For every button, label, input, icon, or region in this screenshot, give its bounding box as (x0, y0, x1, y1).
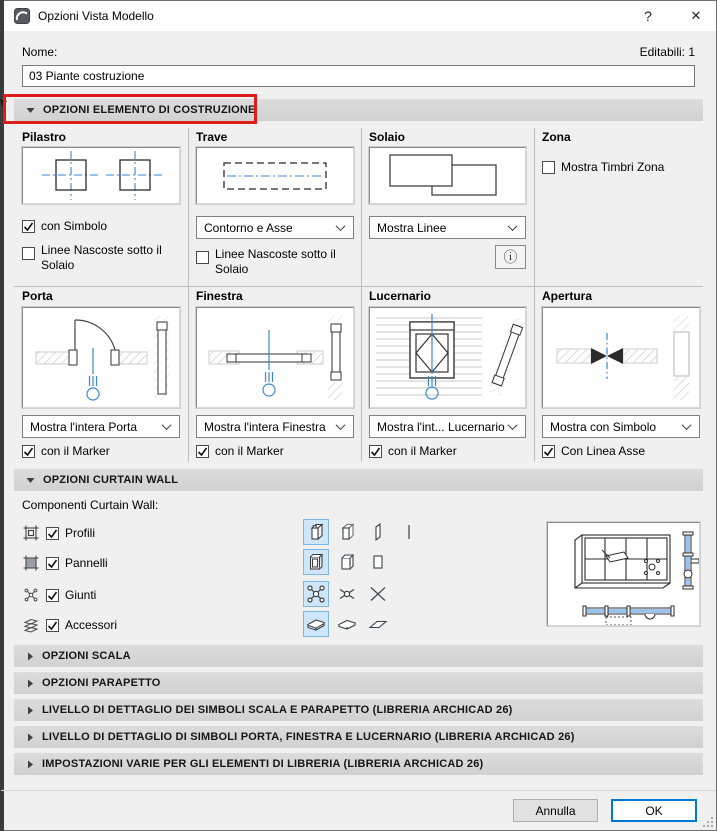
trave-preview (196, 147, 354, 204)
selected-value: Mostra l'intera Finestra (204, 419, 326, 434)
checkbox-label: Linee Nascoste sotto il Solaio (215, 247, 336, 276)
zona-title: Zona (542, 130, 571, 144)
porta-preview (22, 307, 180, 408)
divider (14, 286, 703, 287)
chevron-down-icon (682, 420, 692, 430)
zona-mostra-timbri-checkbox[interactable] (542, 160, 664, 175)
curtain-components-label: Componenti Curtain Wall: (22, 498, 159, 512)
profili-option-simple-icon[interactable] (334, 519, 360, 545)
profili-option-line-icon[interactable] (396, 519, 422, 545)
trave-display-select[interactable] (196, 216, 354, 239)
chevron-down-icon (508, 420, 518, 430)
lucernario-title: Lucernario (369, 289, 432, 303)
section-header-curtain-wall[interactable] (14, 469, 703, 491)
solaio-title: Solaio (369, 130, 406, 144)
checkbox-label: con il Marker (215, 444, 284, 458)
checkbox-label: Mostra Timbri Zona (561, 160, 665, 174)
porta-display-select[interactable] (22, 415, 180, 438)
help-button[interactable]: ? (644, 8, 652, 24)
solaio-preview (369, 147, 526, 204)
accessori-icon (22, 616, 40, 634)
resize-grip[interactable] (701, 815, 714, 828)
lucernario-marker-checkbox[interactable] (369, 444, 457, 459)
selected-value: Mostra Linee (377, 220, 447, 235)
chevron-down-icon (162, 420, 172, 430)
info-button[interactable] (495, 245, 526, 269)
checkbox-checked-icon (46, 619, 59, 632)
porta-marker-checkbox[interactable] (22, 444, 110, 459)
finestra-display-select[interactable] (196, 415, 354, 438)
checkbox-label: Profili (65, 526, 96, 540)
apertura-title: Apertura (542, 289, 593, 303)
cancel-button[interactable]: Annulla (513, 799, 598, 822)
checkbox-label: con il Marker (388, 444, 457, 458)
section-title: OPZIONI SCALA (42, 650, 131, 662)
section-header-opzioni-scala[interactable] (14, 645, 703, 667)
section-header-dettaglio-porta-finestra[interactable] (14, 726, 703, 748)
title-bar (1, 1, 716, 31)
chevron-down-icon (508, 221, 518, 231)
checkbox-unchecked-icon (22, 247, 35, 260)
checkbox-checked-icon (369, 445, 382, 458)
chevron-collapsed-icon (26, 679, 34, 688)
chevron-expanded-icon (26, 476, 35, 484)
lucernario-display-select[interactable] (369, 415, 526, 438)
profili-option-detailed-icon[interactable] (303, 519, 329, 545)
giunti-icon (22, 586, 40, 604)
section-header-impostazioni-libreria[interactable] (14, 753, 703, 775)
name-label: Nome: (22, 45, 58, 59)
profili-option-plane-icon[interactable] (365, 519, 391, 545)
pannelli-display-options (303, 549, 391, 575)
finestra-preview (196, 307, 354, 408)
curtain-wall-preview (547, 522, 700, 626)
divider (534, 128, 535, 462)
checkbox-label: Pannelli (65, 556, 108, 570)
section-title: OPZIONI PARAPETTO (42, 677, 161, 689)
pannelli-option-simple-icon[interactable] (334, 549, 360, 575)
chevron-collapsed-icon (26, 760, 34, 769)
checkbox-label: Giunti (65, 588, 97, 602)
ok-button[interactable]: OK (611, 799, 697, 822)
section-title: IMPOSTAZIONI VARIE PER GLI ELEMENTI DI LIBRERIA (LIBRERIA ARCHICAD 26) (42, 758, 484, 770)
checkbox-checked-icon (46, 589, 59, 602)
checkbox-checked-icon (542, 445, 555, 458)
pilastro-linee-nascoste-checkbox[interactable] (22, 243, 182, 273)
trave-linee-nascoste-checkbox[interactable] (196, 247, 356, 277)
checkbox-unchecked-icon (196, 251, 209, 264)
checkbox-checked-icon (22, 445, 35, 458)
giunti-display-options (303, 581, 391, 607)
finestra-marker-checkbox[interactable] (196, 444, 284, 459)
profili-checkbox[interactable] (46, 526, 95, 541)
divider (188, 128, 189, 462)
chevron-collapsed-icon (26, 652, 34, 661)
profili-icon (22, 524, 40, 542)
selected-value: Mostra con Simbolo (550, 419, 657, 434)
selected-value: Mostra l'intera Porta (30, 419, 137, 434)
info-icon: ⓘ (503, 249, 518, 265)
accessori-checkbox[interactable] (46, 618, 117, 633)
divider (1, 790, 716, 791)
profili-display-options (303, 519, 422, 545)
checkbox-label: Linee Nascoste sotto il Solaio (41, 243, 162, 272)
checkbox-checked-icon (196, 445, 209, 458)
apertura-linea-asse-checkbox[interactable] (542, 444, 645, 459)
chevron-collapsed-icon (26, 733, 34, 742)
section-title: OPZIONI ELEMENTO DI COSTRUZIONE (43, 104, 256, 116)
solaio-display-select[interactable] (369, 216, 526, 239)
checkbox-label: Accessori (65, 618, 118, 632)
divider (361, 128, 362, 462)
apertura-preview (542, 307, 700, 408)
trave-title: Trave (196, 130, 228, 144)
name-input[interactable] (22, 65, 695, 87)
giunti-option-line-icon[interactable] (365, 581, 391, 607)
pilastro-preview (22, 147, 180, 204)
chevron-expanded-icon (26, 106, 35, 114)
checkbox-label: con il Marker (41, 444, 110, 458)
accessori-option-flat-icon[interactable] (365, 611, 391, 637)
porta-title: Porta (22, 289, 53, 303)
selected-value: Contorno e Asse (204, 220, 293, 235)
apertura-display-select[interactable] (542, 415, 700, 438)
section-title: LIVELLO DI DETTAGLIO DI SIMBOLI PORTA, FINESTRA E LUCERNARIO (LIBRERIA ARCHICAD 26) (42, 731, 575, 743)
chevron-down-icon (336, 221, 346, 231)
pilastro-title: Pilastro (22, 130, 67, 144)
pilastro-con-simbolo-checkbox[interactable] (22, 219, 107, 234)
accessori-option-detailed-icon[interactable] (303, 611, 329, 637)
lucernario-preview (369, 307, 526, 408)
section-title: OPZIONI CURTAIN WALL (43, 474, 179, 486)
close-button[interactable]: ✕ (690, 8, 702, 23)
chevron-collapsed-icon (26, 706, 34, 715)
pannelli-checkbox[interactable] (46, 556, 108, 571)
checkbox-checked-icon (22, 220, 35, 233)
checkbox-label: Con Linea Asse (561, 444, 646, 458)
checkbox-checked-icon (46, 527, 59, 540)
window-title: Opzioni Vista Modello (38, 9, 154, 23)
section-header-construction-elements[interactable] (14, 99, 703, 121)
archicad-app-icon (14, 8, 30, 24)
background-cursor-artifact (0, 99, 8, 108)
section-title: LIVELLO DI DETTAGLIO DEI SIMBOLI SCALA E PARAPETTO (LIBRERIA ARCHICAD 26) (42, 704, 513, 716)
chevron-down-icon (336, 420, 346, 430)
giunti-checkbox[interactable] (46, 588, 96, 603)
giunti-option-detailed-icon[interactable] (303, 581, 329, 607)
accessori-display-options (303, 611, 391, 637)
checkbox-checked-icon (46, 557, 59, 570)
checkbox-unchecked-icon (542, 161, 555, 174)
finestra-title: Finestra (196, 289, 243, 303)
background-window-edge (0, 0, 4, 831)
editable-count-label: Editabili: 1 (639, 45, 695, 59)
pannelli-option-flat-icon[interactable] (365, 549, 391, 575)
accessori-option-simple-icon[interactable] (334, 611, 360, 637)
checkbox-label: con Simbolo (41, 219, 108, 233)
section-header-dettaglio-scala-parapetto[interactable] (14, 699, 703, 721)
giunti-option-simple-icon[interactable] (334, 581, 360, 607)
pannelli-icon (22, 554, 40, 572)
section-header-opzioni-parapetto[interactable] (14, 672, 703, 694)
selected-value: Mostra l'int... Lucernario (377, 419, 505, 434)
pannelli-option-detailed-icon[interactable] (303, 549, 329, 575)
